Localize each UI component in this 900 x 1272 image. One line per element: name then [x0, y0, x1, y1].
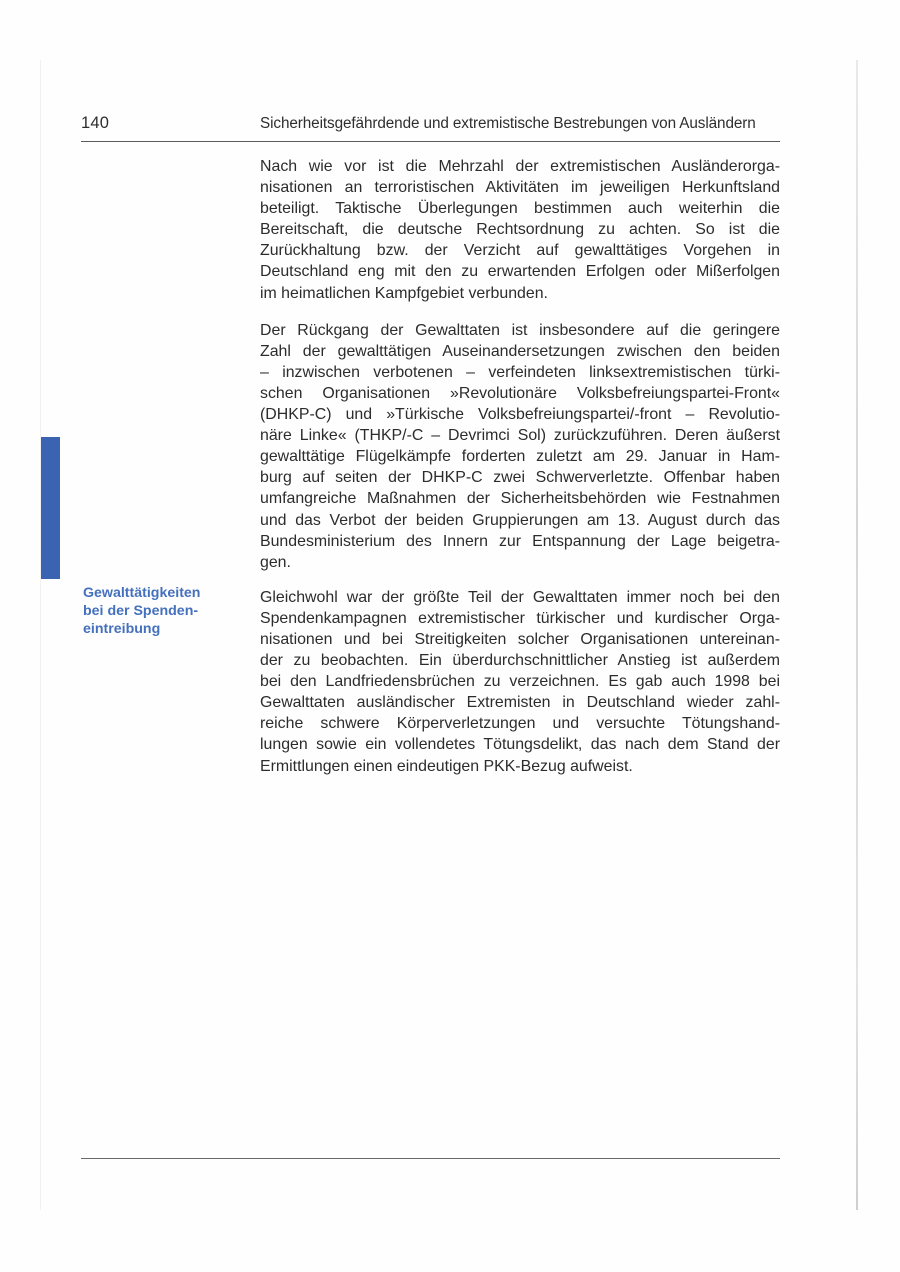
- scan-edge-right: [856, 60, 858, 1210]
- paragraph-1: [260, 156, 780, 304]
- text-line: Gewalttaten ausländischer Extremisten in Deutschland wieder zahl-: [260, 694, 780, 712]
- page-number: 140: [81, 114, 110, 132]
- text-line: gen.: [260, 553, 291, 571]
- scan-edge-left: [40, 60, 41, 1210]
- text-line: Deutschland eng mit den zu erwartenden Erfolgen oder Mißerfolgen: [260, 263, 780, 281]
- text-line: burg auf seiten der DHKP-C zwei Schwerverletzte. Offenbar haben: [260, 469, 780, 487]
- text-line: und das Verbot der beiden Gruppierungen am 13. August durch das: [260, 511, 780, 529]
- text-line: näre Linke« (THKP/-C – Devrimci Sol) zurückzuführen. Deren äußerst: [260, 427, 780, 445]
- text-line: Nach wie vor ist die Mehrzahl der extremistischen Ausländerorga-: [260, 158, 780, 175]
- text-line: (DHKP-C) und »Türkische Volksbefreiungspartei/-front – Revolutio-: [260, 406, 780, 424]
- text-line: Gleichwohl war der größte Teil der Gewalttaten immer noch bei den: [260, 588, 780, 606]
- text-line: Zurückhaltung bzw. der Verzicht auf gewalttätiges Vorgehen in: [260, 242, 780, 260]
- header-rule: [81, 141, 780, 142]
- footer-rule: [81, 1158, 780, 1159]
- margin-note-line: Gewalttätigkeiten: [83, 585, 201, 601]
- body-text: [260, 156, 780, 791]
- text-line: Bundesministerium des Innern zur Entspannung der Lage beigetra-: [260, 532, 780, 550]
- text-line: Der Rückgang der Gewalttaten ist insbesondere auf die geringere: [260, 321, 780, 339]
- text-line: beteiligt. Taktische Überlegungen bestimmen auch weiterhin die: [260, 200, 780, 218]
- margin-note: [83, 584, 243, 638]
- text-line: nisationen und bei Streitigkeiten solcher Organisationen untereinan-: [260, 630, 780, 648]
- text-line: nisationen an terroristischen Aktivitäten im jeweiligen Herkunftsland: [260, 179, 780, 197]
- text-line: Bereitschaft, die deutsche Rechtsordnung zu achten. So ist die: [260, 221, 780, 239]
- section-marker-bar: [41, 437, 60, 579]
- margin-note-line: eintreibung: [83, 621, 161, 637]
- text-line: Ermittlungen einen eindeutigen PKK-Bezug aufweist.: [260, 757, 633, 775]
- margin-note-line: bei der Spenden-: [83, 603, 199, 619]
- text-line: umfangreiche Maßnahmen der Sicherheitsbehörden wie Festnahmen: [260, 490, 780, 508]
- running-title: Sicherheitsgefährdende und extremistische Bestrebungen von Ausländern: [260, 115, 756, 132]
- text-line: lungen sowie ein vollendetes Tötungsdelikt, das nach dem Stand der: [260, 736, 780, 754]
- paragraph-3: [260, 587, 780, 777]
- text-line: bei den Landfriedensbrüchen zu verzeichnen. Es gab auch 1998 bei: [260, 673, 780, 691]
- text-line: im heimatlichen Kampfgebiet verbunden.: [260, 284, 548, 302]
- text-line: der zu beobachten. Ein überdurchschnittlicher Anstieg ist außerdem: [260, 652, 780, 670]
- text-line: reiche schwere Körperverletzungen und versuchte Tötungshand-: [260, 715, 780, 733]
- paragraph-2: [260, 320, 780, 573]
- text-line: Zahl der gewalttätigen Auseinandersetzungen zwischen den beiden: [260, 342, 780, 360]
- text-line: gewalttätige Flügelkämpfe forderten zuletzt am 29. Januar in Ham-: [260, 448, 780, 466]
- text-line: – inzwischen verbotenen – verfeindeten linksextremistischen türki-: [260, 363, 780, 381]
- text-line: Spendenkampagnen extremistischer türkischer und kurdischer Orga-: [260, 609, 780, 627]
- text-line: schen Organisationen »Revolutionäre Volksbefreiungspartei-Front«: [260, 384, 780, 402]
